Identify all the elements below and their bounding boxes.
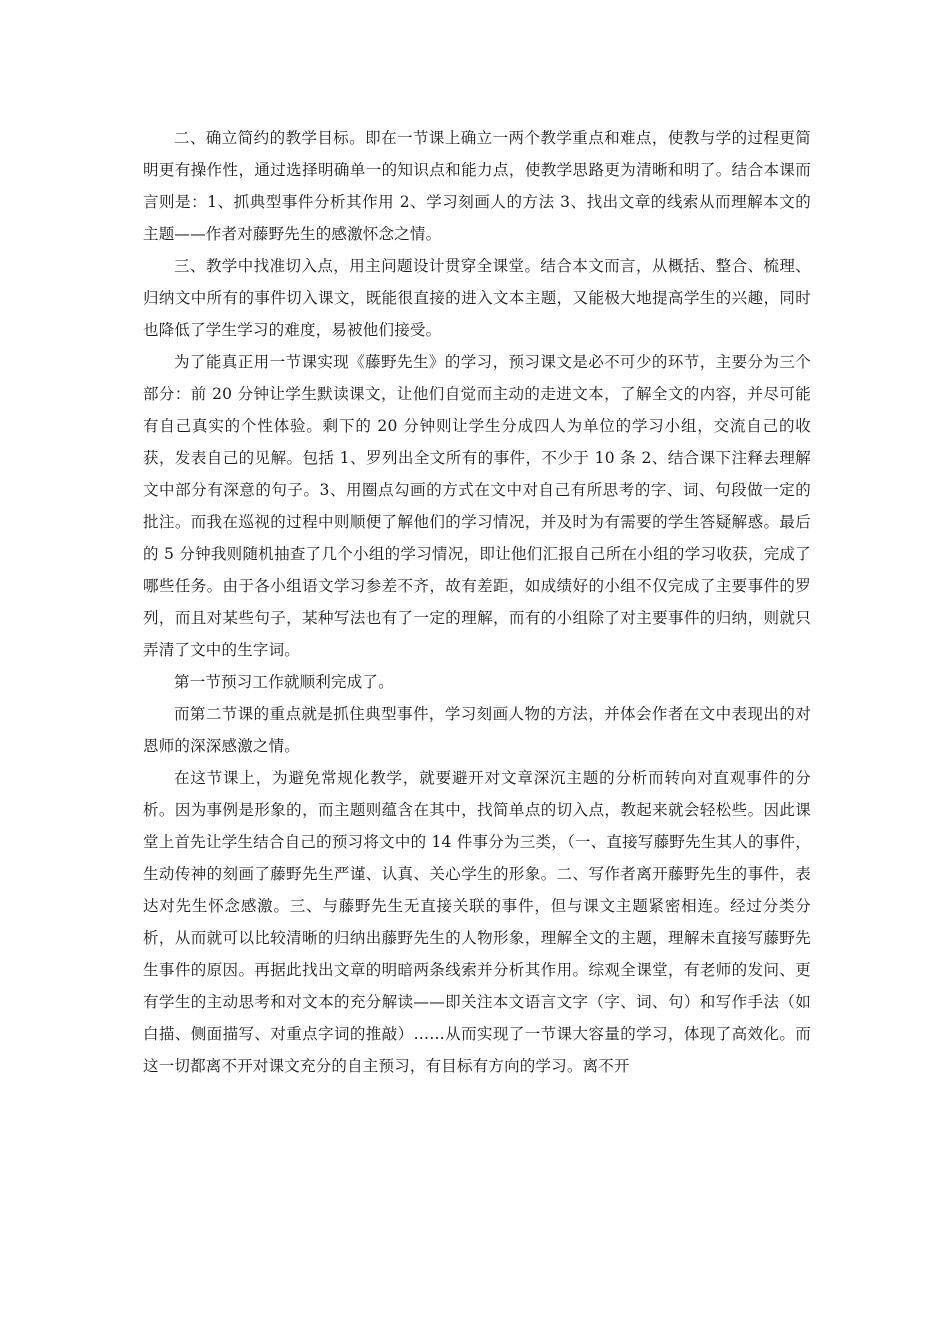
paragraph-second-lesson-focus: 而第二节课的重点就是抓住典型事件，学习刻画人物的方法，并体会作者在文中表现出的对恩师的深深感激之情。 <box>143 705 811 755</box>
paragraph-teaching-goals: 二、确立简约的教学目标。即在一节课上确立一两个教学重点和难点，使教与学的过程更简明更有操作性，通过选择明确单一的知识点和能力点，使教学思路更为清晰和明了。结合本课而言则是：1、抓典型事件分析其作用 2、学习刻画人的方法 3、找出文章的线索从而理解本文的主题——作者对藤野先生的感激怀念之情。 <box>143 129 811 243</box>
document-body <box>143 122 811 1082</box>
paragraph-first-lesson-done: 第一节预习工作就顺利完成了。 <box>174 673 394 691</box>
paragraph-preview-lesson: 为了能真正用一节课实现《藤野先生》的学习，预习课文是必不可少的环节，主要分为三个部分：前 20 分钟让学生默读课文，让他们自觉而主动的走进文本，了解全文的内容，并尽可能有自己真实的个性体验。剩下的 20 分钟则让学生分成四人为单位的学习小组，交流自己的收获，发表自己的见解。包括 1、罗列出全文所有的事件，不少于 10 条 2、结合课下注释去理解文中部分有深意的句子。3、用圈点勾画的方式在文中对自己有所思考的字、词、句段做一定的批注。而我在巡视的过程中则顺便了解他们的学习情况，并及时为有需要的学生答疑解惑。最后的 5 分钟我则随机抽查了几个小组的学习情况，即让他们汇报自己所在小组的学习收获，完成了哪些任务。由于各小组语文学习参差不齐，故有差距，如成绩好的小组不仅完成了主要事件的罗列，而且对某些句子，某种写法也有了一定的理解，而有的小组除了对主要事件的归纳，则就只弄清了文中的生字词。 <box>143 353 811 659</box>
paragraph-second-lesson-details: 在这节课上，为避免常规化教学，就要避开对文章深沉主题的分析而转向对直观事件的分析。因为事例是形象的，而主题则蕴含在其中，找简单点的切入点，教起来就会轻松些。因此课堂上首先让学生结合自己的预习将文中的 14 件事分为三类，（一、直接写藤野先生其人的事件，生动传神的刻画了藤野先生严谨、认真、关心学生的形象。二、写作者离开藤野先生的事件，表达对先生怀念感激。三、与藤野先生无直接关联的事件，但与课文主题紧密相连。经过分类分析，从而就可以比较清晰的归纳出藤野先生的人物形象，理解全文的主题，理解未直接写藤野先生事件的原因。再据此找出文章的明暗两条线索并分析其作用。综观全课堂，有老师的发问、更有学生的主动思考和对文本的充分解读——即关注本文语言文字（字、词、句）和写作手法（如白描、侧面描写、对重点字词的推敲）……从而实现了一节课大容量的学习，体现了高效化。而这一切都离不开对课文充分的自主预习，有目标有方向的学习。离不开 <box>143 769 811 1075</box>
paragraph-entry-point: 三、教学中找准切入点，用主问题设计贯穿全课堂。结合本文而言，从概括、整合、梳理、归纳文中所有的事件切入课文，既能很直接的进入文本主题，又能极大地提高学生的兴趣，同时也降低了学生学习的难度，易被他们接受。 <box>143 257 811 339</box>
